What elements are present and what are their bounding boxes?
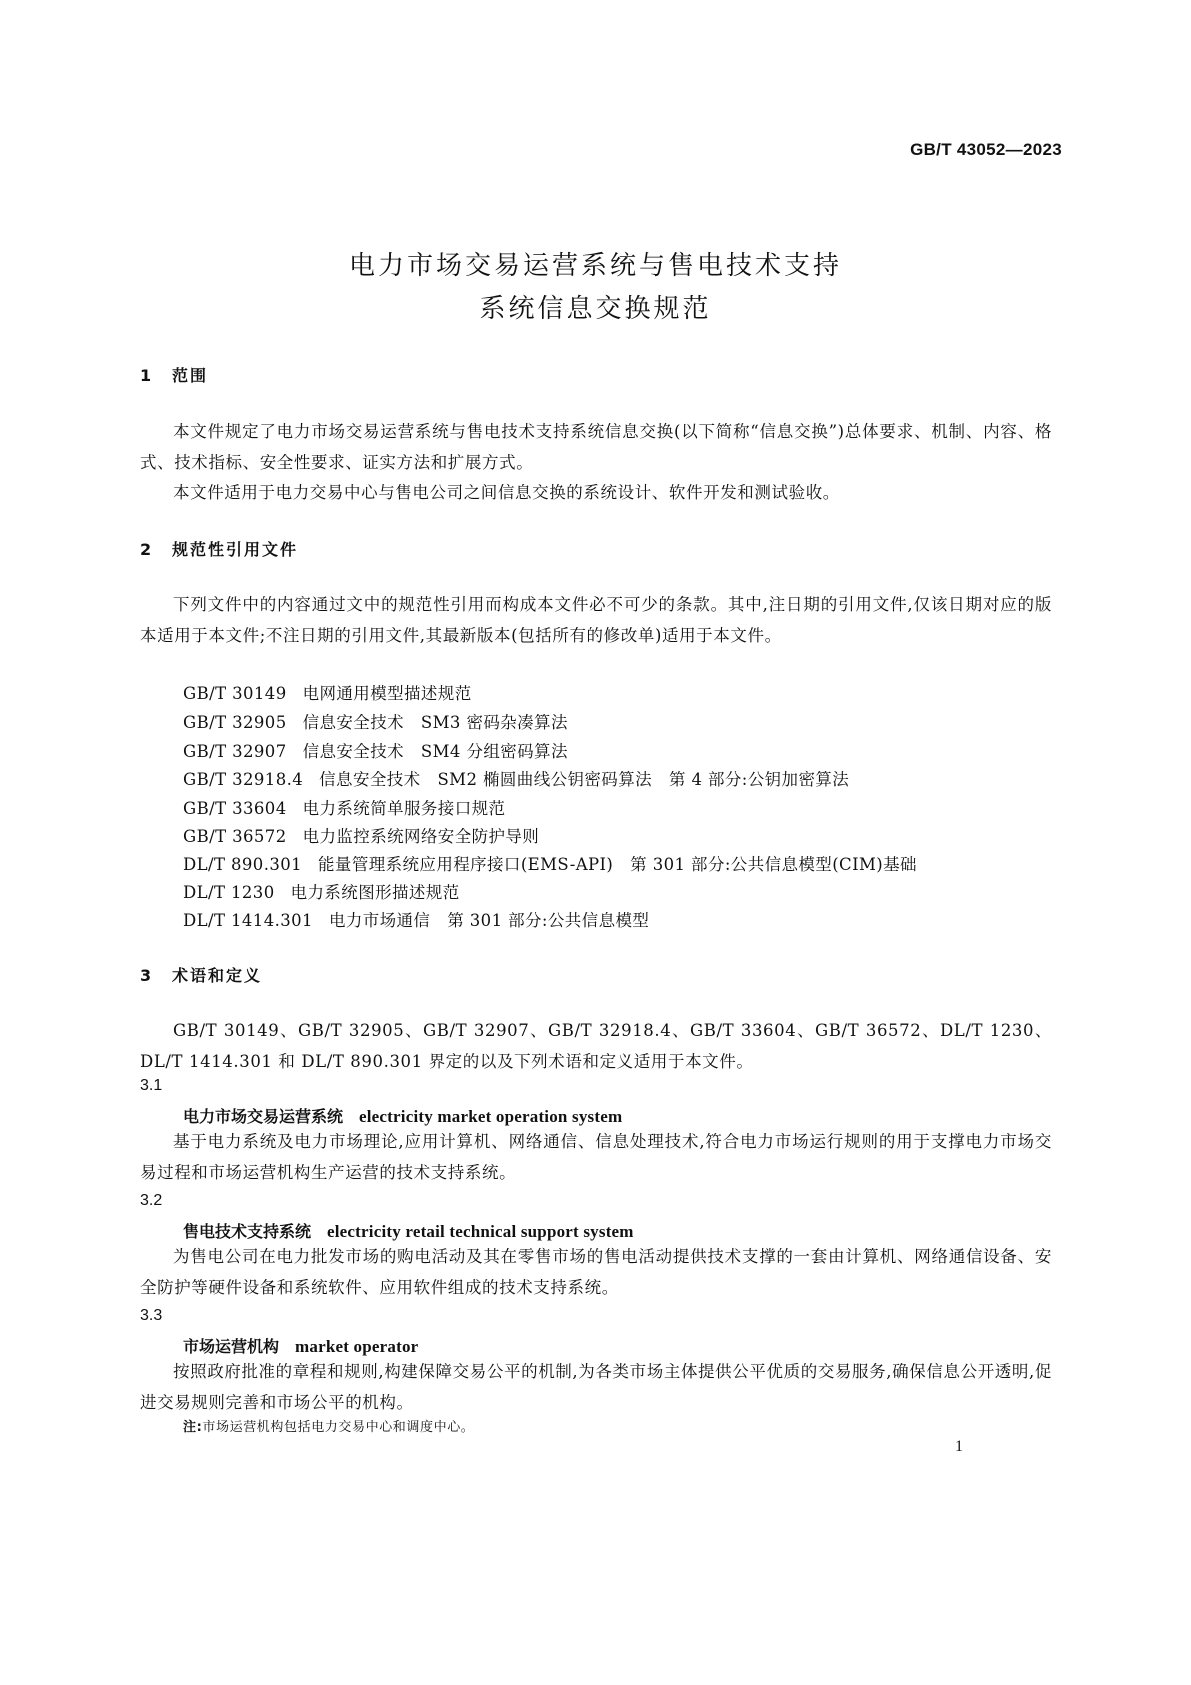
reference-item xyxy=(183,879,460,903)
paragraph: 本文件适用于电力交易中心与售电公司之间信息交换的系统设计、软件开发和测试验收。 xyxy=(173,483,840,502)
term-zh: 售电技术支持系统 xyxy=(183,1222,312,1241)
section-title: 术语和定义 xyxy=(172,966,263,985)
term-en: market operator xyxy=(295,1337,419,1356)
reference-code: GB/T 32905 xyxy=(183,713,287,732)
term-number: 3.1 xyxy=(140,1077,163,1094)
term-zh: 电力市场交易运营系统 xyxy=(183,1107,344,1126)
section-3-intro xyxy=(140,1016,1052,1077)
section-2-heading xyxy=(140,537,298,560)
reference-title: 信息安全技术 SM3 密码杂凑算法 xyxy=(302,713,568,732)
term-definition xyxy=(140,1242,1052,1303)
reference-title: 能量管理系统应用程序接口(EMS-API) 第 301 部分:公共信息模型(CIM)基础 xyxy=(318,855,917,874)
document-title-line1: 电力市场交易运营系统与售电技术支持 xyxy=(348,251,842,281)
section-number: 1 xyxy=(140,366,152,385)
term-number: 3.2 xyxy=(140,1192,163,1209)
reference-title: 电力系统简单服务接口规范 xyxy=(302,799,506,818)
definition-text: 按照政府批准的章程和规则,构建保障交易公平的机制,为各类市场主体提供公平优质的交易服务,确保信息公开透明,促进交易规则完善和市场公平的机构。 xyxy=(140,1362,1052,1412)
definition-text: 基于电力系统及电力市场理论,应用计算机、网络通信、信息处理技术,符合电力市场运行规则的用于支撑电力市场交易过程和市场运营机构生产运营的技术支持系统。 xyxy=(140,1132,1052,1182)
section-title: 规范性引用文件 xyxy=(172,540,299,559)
reference-title: 信息安全技术 SM2 椭圆曲线公钥密码算法 第 4 部分:公钥加密算法 xyxy=(319,770,850,789)
reference-code: GB/T 30149 xyxy=(183,684,287,703)
reference-title: 电力监控系统网络安全防护导则 xyxy=(302,827,540,846)
section-title: 范围 xyxy=(172,366,209,385)
term-zh: 市场运营机构 xyxy=(183,1337,280,1356)
reference-item xyxy=(183,823,539,847)
term-definition xyxy=(140,1127,1052,1188)
reference-code: DL/T 890.301 xyxy=(183,855,303,874)
reference-item xyxy=(183,851,917,875)
reference-code: GB/T 36572 xyxy=(183,827,287,846)
section-number: 2 xyxy=(140,540,152,559)
reference-title: 电力系统图形描述规范 xyxy=(290,883,460,902)
term-en: electricity market operation system xyxy=(359,1107,623,1126)
reference-code: GB/T 32907 xyxy=(183,742,287,761)
section-1-body xyxy=(140,417,1052,509)
reference-item xyxy=(183,680,472,704)
note-text: 市场运营机构包括电力交易中心和调度中心。 xyxy=(202,1420,475,1435)
term-heading xyxy=(183,1104,622,1127)
section-2-intro xyxy=(140,590,1052,651)
reference-code: DL/T 1230 xyxy=(183,883,275,902)
paragraph: 下列文件中的内容通过文中的规范性引用而构成本文件必不可少的条款。其中,注日期的引用文件,仅该日期对应的版本适用于本文件;不注日期的引用文件,其最新版本(包括所有的修改单)适用于本文件。 xyxy=(140,595,1052,645)
section-1-heading xyxy=(140,363,208,386)
term-number: 3.3 xyxy=(140,1307,163,1324)
reference-code: DL/T 1414.301 xyxy=(183,911,313,930)
reference-item xyxy=(183,795,505,819)
standard-id: GB/T 43052—2023 xyxy=(910,140,1062,159)
section-number: 3 xyxy=(140,966,152,985)
reference-title: 电网通用模型描述规范 xyxy=(302,684,472,703)
reference-title: 信息安全技术 SM4 分组密码算法 xyxy=(302,742,568,761)
term-en: electricity retail technical support system xyxy=(327,1222,634,1241)
note-label: 注: xyxy=(183,1420,203,1435)
reference-code: GB/T 32918.4 xyxy=(183,770,304,789)
paragraph: 本文件规定了电力市场交易运营系统与售电技术支持系统信息交换(以下简称“信息交换”)总体要求、机制、内容、格式、技术指标、安全性要求、证实方法和扩展方式。 xyxy=(140,422,1052,472)
term-heading xyxy=(183,1219,634,1242)
reference-item xyxy=(183,709,568,733)
term-heading xyxy=(183,1334,418,1357)
term-definition xyxy=(140,1357,1052,1418)
section-3-heading xyxy=(140,963,262,986)
note xyxy=(183,1416,474,1435)
reference-item xyxy=(183,766,849,790)
paragraph: GB/T 30149、GB/T 32905、GB/T 32907、GB/T 32918.4、GB/T 33604、GB/T 36572、DL/T 1230、DL/T 1414.301 和 DL/T 890.301 界定的以及下列术语和定义适用于本文件。 xyxy=(140,1021,1052,1071)
reference-title: 电力市场通信 第 301 部分:公共信息模型 xyxy=(328,911,650,930)
page-number: 1 xyxy=(955,1438,963,1455)
definition-text: 为售电公司在电力批发市场的购电活动及其在零售市场的售电活动提供技术支撑的一套由计算机、网络通信设备、安全防护等硬件设备和系统软件、应用软件组成的技术支持系统。 xyxy=(140,1247,1052,1297)
reference-item xyxy=(183,738,568,762)
reference-code: GB/T 33604 xyxy=(183,799,287,818)
document-title-line2: 系统信息交换规范 xyxy=(479,294,712,324)
reference-item xyxy=(183,907,649,931)
